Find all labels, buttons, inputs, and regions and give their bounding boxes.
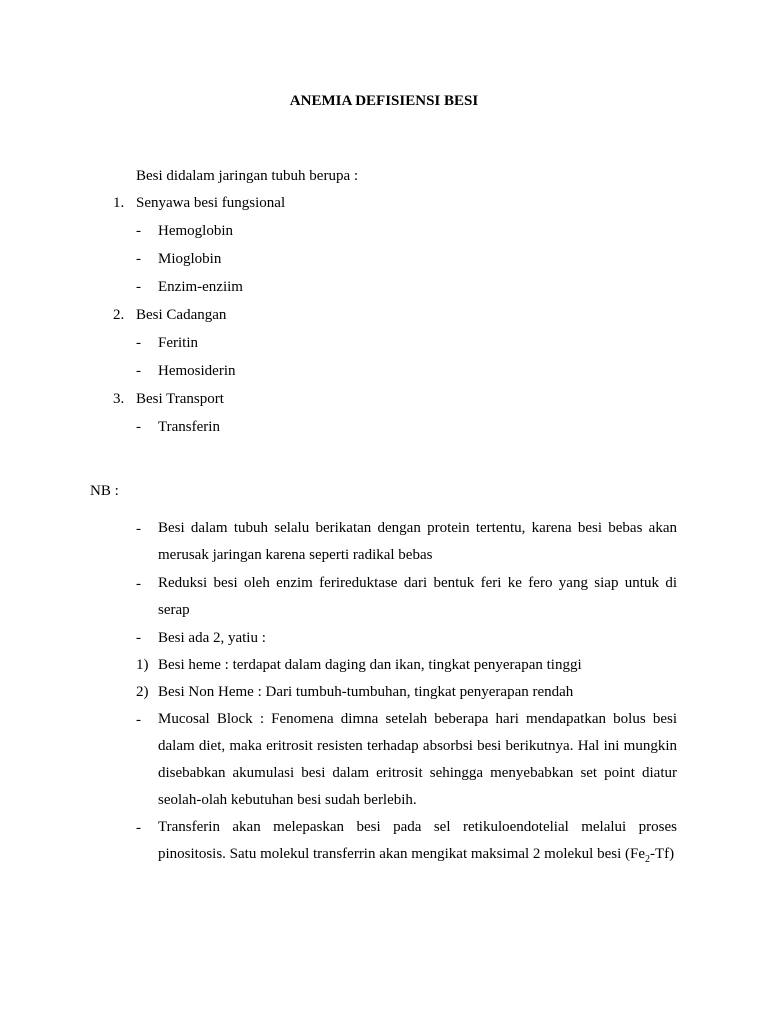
nb-paragraph: Reduksi besi oleh enzim ferireduktase dari bentuk feri ke fero yang siap untuk di serap [158, 575, 677, 618]
list-item: Feritin [158, 335, 198, 351]
intro-text: Besi didalam jaringan tubuh berupa : [136, 168, 359, 184]
transferin-text: Transferin akan melepaskan besi pada sel retikuloendotelial melalui proses pinositosis. Satu molekul transferrin akan mengikat maksimal 2 molekul besi (Fe [158, 819, 677, 862]
numbered-item: Besi Non Heme : Dari tumbuh-tumbuhan, tingkat penyerapan rendah [158, 684, 574, 700]
list-bullet: - [136, 279, 141, 295]
nb-paragraph: Besi dalam tubuh selalu berikatan dengan protein tertentu, karena besi bebas akan merusak jaringan karena seperti radikal bebas [158, 520, 677, 563]
list-bullet: - [136, 251, 141, 267]
list-bullet: - [136, 363, 141, 379]
section-label: Besi Cadangan [136, 307, 227, 323]
subscript-number: 2 [645, 854, 651, 865]
nb-paragraph: Mucosal Block : Fenomena dimna setelah beberapa hari mendapatkan bolus besi dalam diet, maka eritrosit resisten terhadap absorbsi besi berikutnya. Hal ini mungkin disebabkan akumulasi besi dalam eritrosit sehingga menyebabkan set point diatur seolah-olah kebutuhan besi sudah berlebih. [158, 711, 677, 808]
numbered-item: Besi heme : terdapat dalam daging dan ikan, tingkat penyerapan tinggi [158, 657, 582, 673]
nb-label: NB : [90, 483, 119, 499]
list-item: Mioglobin [158, 251, 222, 267]
section-label: Senyawa besi fungsional [136, 195, 286, 211]
document-title: ANEMIA DEFISIENSI BESI [289, 93, 479, 109]
nb-paragraph [158, 814, 677, 868]
list-item: Hemoglobin [158, 223, 233, 239]
section-number: 3. [113, 391, 125, 407]
transferin-end: -Tf) [650, 846, 675, 862]
section-number: 1. [113, 195, 125, 211]
list-bullet: - [136, 223, 141, 239]
list-item: Transferin [158, 419, 220, 435]
list-bullet: - [136, 335, 141, 351]
numbered-marker: 1) [136, 657, 149, 673]
list-bullet: - [136, 521, 141, 537]
section-number: 2. [113, 307, 125, 323]
list-bullet: - [136, 630, 141, 646]
list-item: Enzim-enziim [158, 279, 243, 295]
list-bullet: - [136, 419, 141, 435]
list-bullet: - [136, 576, 141, 592]
numbered-marker: 2) [136, 684, 149, 700]
nb-paragraph: Besi ada 2, yatiu : [158, 630, 266, 646]
list-item: Hemosiderin [158, 363, 236, 379]
list-bullet: - [136, 820, 141, 836]
section-label: Besi Transport [136, 391, 224, 407]
list-bullet: - [136, 712, 141, 728]
